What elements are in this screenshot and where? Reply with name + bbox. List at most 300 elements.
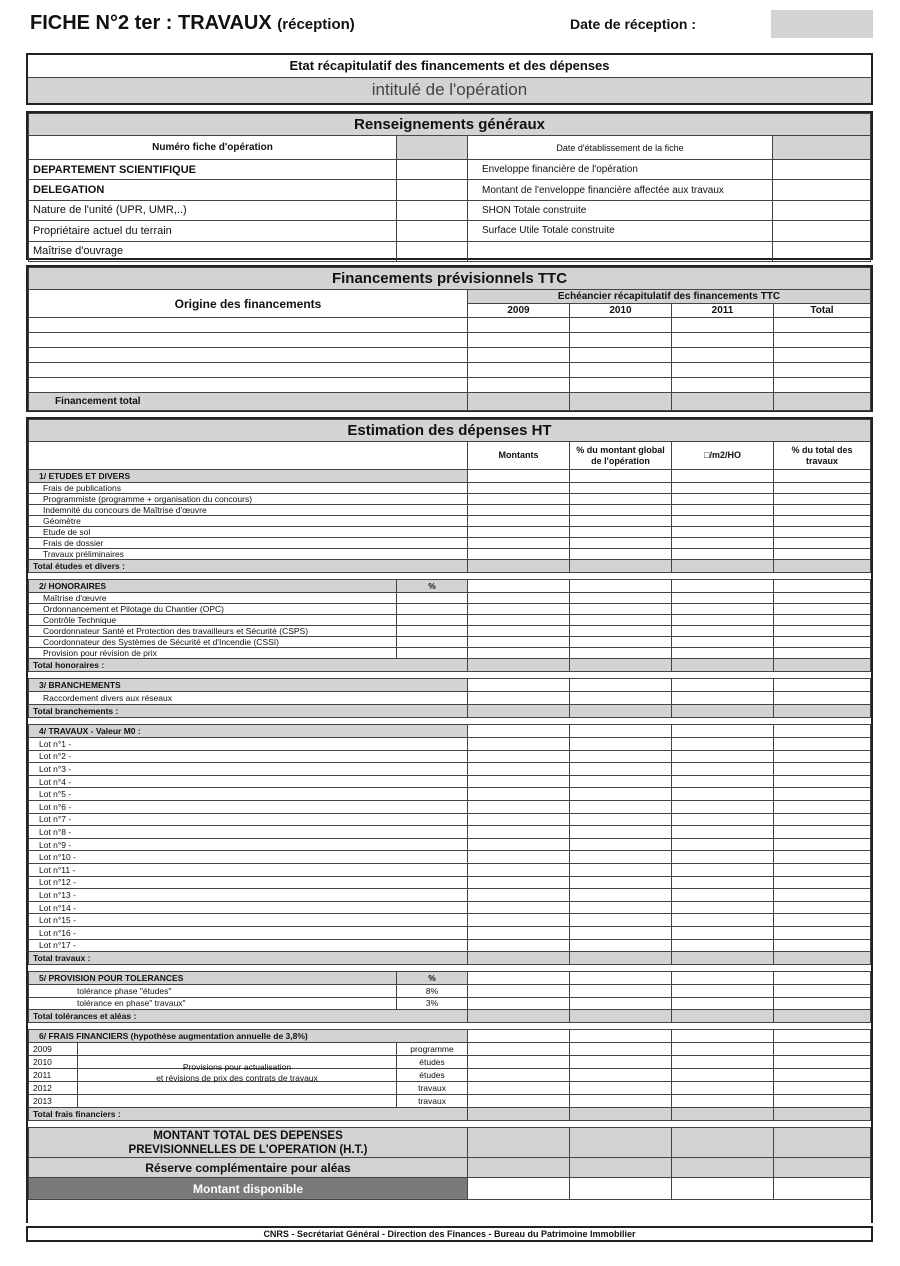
expense-amount-cell[interactable] (570, 705, 672, 718)
expense-amount-cell[interactable] (672, 659, 774, 672)
expense-amount-cell[interactable] (672, 863, 774, 876)
expense-amount-cell[interactable] (468, 838, 570, 851)
expense-amount-cell[interactable] (672, 788, 774, 801)
expense-amount-cell[interactable] (570, 516, 672, 527)
expense-amount-cell[interactable] (570, 1158, 672, 1178)
expense-amount-cell[interactable] (468, 659, 570, 672)
expense-amount-cell[interactable] (672, 692, 774, 705)
financing-cell[interactable] (672, 348, 774, 363)
expense-amount-cell[interactable] (570, 972, 672, 985)
financing-cell[interactable] (672, 318, 774, 333)
grand-total-label (29, 1128, 468, 1158)
expense-amount-cell[interactable] (570, 1095, 672, 1108)
expense-section-table (28, 678, 871, 718)
expense-amount-cell[interactable] (774, 876, 871, 889)
general-value-field[interactable] (773, 221, 871, 241)
expense-amount-cell[interactable] (570, 851, 672, 864)
expense-amount-cell[interactable] (672, 483, 774, 494)
expense-amount-cell[interactable] (570, 863, 672, 876)
expense-amount-cell[interactable] (774, 604, 871, 615)
expense-amount-cell[interactable] (468, 648, 570, 659)
expense-amount-cell[interactable] (570, 985, 672, 998)
expense-pct-field[interactable] (397, 604, 468, 615)
expense-amount-cell[interactable] (774, 813, 871, 826)
financing-cell[interactable] (468, 318, 570, 333)
expense-amount-cell[interactable] (672, 505, 774, 516)
expense-amount-cell[interactable] (570, 1082, 672, 1095)
expense-amount-cell[interactable] (774, 985, 871, 998)
general-info-row (29, 200, 871, 220)
expense-amount-cell[interactable] (672, 626, 774, 637)
expense-amount-cell[interactable] (672, 826, 774, 839)
expense-amount-cell[interactable] (468, 851, 570, 864)
expense-amount-cell[interactable] (774, 615, 871, 626)
expense-amount-cell[interactable] (570, 926, 672, 939)
expense-amount-cell[interactable] (672, 604, 774, 615)
expense-amount-cell[interactable] (672, 494, 774, 505)
expense-amount-cell[interactable] (570, 889, 672, 902)
expense-amount-cell[interactable] (672, 838, 774, 851)
expense-amount-cell[interactable] (468, 1158, 570, 1178)
expense-amount-cell[interactable] (468, 580, 570, 593)
expense-item-row (29, 516, 871, 527)
expense-amount-cell[interactable] (570, 939, 672, 952)
expense-item-label: Frais de dossier (29, 538, 468, 549)
expense-amount-cell[interactable] (774, 763, 871, 776)
general-value-field[interactable] (773, 136, 871, 160)
expense-amount-cell[interactable] (774, 851, 871, 864)
financing-cell[interactable] (570, 348, 672, 363)
financing-cell[interactable] (774, 378, 871, 393)
expense-amount-cell[interactable] (570, 750, 672, 763)
expense-amount-cell[interactable] (468, 1069, 570, 1082)
expense-amount-cell[interactable] (672, 648, 774, 659)
expense-amount-cell[interactable] (468, 863, 570, 876)
financing-cell[interactable] (570, 378, 672, 393)
expense-amount-cell[interactable] (468, 516, 570, 527)
expense-amount-cell[interactable] (774, 494, 871, 505)
expense-amount-cell[interactable] (672, 985, 774, 998)
expense-item-row (29, 637, 871, 648)
expense-pct-field[interactable] (397, 626, 468, 637)
financing-cell[interactable] (29, 318, 468, 333)
expense-amount-cell[interactable] (468, 1082, 570, 1095)
expense-amount-cell[interactable] (672, 939, 774, 952)
expense-item-label: Lot n°10 - (29, 851, 468, 864)
expense-item-row (29, 604, 871, 615)
section-title-row (29, 725, 871, 738)
expense-amount-cell[interactable] (570, 648, 672, 659)
expense-amount-cell[interactable] (774, 483, 871, 494)
expense-amount-cell[interactable] (570, 1010, 672, 1023)
expense-amount-cell[interactable] (468, 926, 570, 939)
expense-amount-cell[interactable] (570, 679, 672, 692)
expense-amount-cell[interactable] (570, 494, 672, 505)
financing-cell[interactable] (672, 333, 774, 348)
expense-amount-cell[interactable] (774, 750, 871, 763)
expense-amount-cell[interactable] (774, 1128, 871, 1158)
section-title: 1/ ETUDES ET DIVERS (29, 470, 468, 483)
expense-amount-cell[interactable] (672, 725, 774, 738)
expense-amount-cell[interactable] (774, 1082, 871, 1095)
general-label (468, 241, 773, 261)
expense-amount-cell[interactable] (468, 626, 570, 637)
expense-amount-cell[interactable] (570, 876, 672, 889)
expense-amount-cell[interactable] (570, 914, 672, 927)
expense-amount-cell[interactable] (774, 1043, 871, 1056)
expense-item-label: Lot n°8 - (29, 826, 468, 839)
general-value-field[interactable] (773, 241, 871, 261)
financing-year-header: 2009 (468, 304, 570, 318)
general-info-row (29, 136, 871, 160)
financing-row (29, 378, 871, 393)
expense-item-row (29, 826, 871, 839)
financing-cell[interactable] (468, 378, 570, 393)
expense-amount-cell[interactable] (774, 725, 871, 738)
expense-amount-cell[interactable] (672, 738, 774, 751)
financing-cell[interactable] (570, 333, 672, 348)
expense-amount-cell[interactable] (468, 813, 570, 826)
financing-cell[interactable] (468, 363, 570, 378)
expense-pct-value: 8% (397, 985, 468, 998)
expense-amount-cell[interactable] (774, 972, 871, 985)
expense-amount-cell[interactable] (774, 926, 871, 939)
expense-amount-cell[interactable] (774, 1069, 871, 1082)
financing-total-cell[interactable] (468, 393, 570, 411)
general-value-field[interactable] (397, 241, 468, 261)
general-value-field[interactable] (773, 200, 871, 220)
expense-amount-cell[interactable] (774, 505, 871, 516)
financial-cost-year: 2009 (29, 1043, 78, 1055)
expense-amount-cell[interactable] (672, 1010, 774, 1023)
expense-amount-cell[interactable] (774, 889, 871, 902)
expense-amount-cell[interactable] (570, 483, 672, 494)
expenses-block (26, 417, 873, 1223)
expense-amount-cell[interactable] (570, 775, 672, 788)
expense-amount-cell[interactable] (672, 679, 774, 692)
expense-amount-cell[interactable] (672, 1178, 774, 1200)
expense-amount-cell[interactable] (570, 1056, 672, 1069)
expense-amount-cell[interactable] (672, 580, 774, 593)
financing-cell[interactable] (468, 333, 570, 348)
expense-amount-cell[interactable] (774, 549, 871, 560)
expense-amount-cell[interactable] (468, 997, 570, 1010)
expense-amount-cell[interactable] (774, 826, 871, 839)
expense-amount-cell[interactable] (468, 738, 570, 751)
financing-cell[interactable] (29, 363, 468, 378)
expense-amount-cell[interactable] (774, 516, 871, 527)
general-label: Propriétaire actuel du terrain (29, 221, 397, 241)
expense-amount-cell[interactable] (468, 1030, 570, 1043)
section-title: 3/ BRANCHEMENTS (29, 679, 468, 692)
financial-cost-phase: études (419, 1070, 445, 1081)
expense-pct-field[interactable] (397, 648, 468, 659)
expense-amount-cell[interactable] (570, 470, 672, 483)
expense-amount-cell[interactable] (672, 637, 774, 648)
expense-amount-cell[interactable] (570, 1043, 672, 1056)
expense-amount-cell[interactable] (468, 604, 570, 615)
expense-item-label: Indemnité du concours de Maîtrise d'œuvre (29, 505, 468, 516)
financing-total-cell[interactable] (570, 393, 672, 411)
expense-amount-cell[interactable] (774, 659, 871, 672)
expense-amount-cell[interactable] (672, 952, 774, 965)
expense-amount-cell[interactable] (468, 1095, 570, 1108)
expense-amount-cell[interactable] (468, 527, 570, 538)
expense-amount-cell[interactable] (468, 889, 570, 902)
expense-amount-cell[interactable] (570, 692, 672, 705)
financing-cell[interactable] (672, 363, 774, 378)
expense-amount-cell[interactable] (468, 876, 570, 889)
expense-amount-cell[interactable] (570, 560, 672, 573)
expense-amount-cell[interactable] (672, 1043, 774, 1056)
expense-amount-cell[interactable] (468, 788, 570, 801)
financing-cell[interactable] (29, 333, 468, 348)
expense-amount-cell[interactable] (468, 483, 570, 494)
financing-cell[interactable] (672, 378, 774, 393)
expense-amount-cell[interactable] (570, 738, 672, 751)
financing-cell[interactable] (774, 318, 871, 333)
expense-amount-cell[interactable] (468, 750, 570, 763)
expense-amount-cell[interactable] (468, 952, 570, 965)
expense-amount-cell[interactable] (774, 637, 871, 648)
expense-amount-cell[interactable] (468, 725, 570, 738)
expense-amount-cell[interactable] (468, 470, 570, 483)
expense-amount-cell[interactable] (774, 1108, 871, 1121)
expense-amount-cell[interactable] (672, 1082, 774, 1095)
expense-amount-cell[interactable] (468, 985, 570, 998)
expense-amount-cell[interactable] (672, 527, 774, 538)
expense-amount-cell[interactable] (774, 648, 871, 659)
expense-amount-cell[interactable] (774, 939, 871, 952)
expense-amount-cell[interactable] (672, 1128, 774, 1158)
expense-amount-cell[interactable] (774, 838, 871, 851)
expense-amount-cell[interactable] (570, 1069, 672, 1082)
expense-amount-cell[interactable] (570, 604, 672, 615)
financing-cell[interactable] (468, 348, 570, 363)
expense-amount-cell[interactable] (774, 580, 871, 593)
general-value-field[interactable] (773, 160, 871, 180)
expense-amount-cell[interactable] (468, 549, 570, 560)
expense-amount-cell[interactable] (570, 505, 672, 516)
expense-amount-cell[interactable] (774, 705, 871, 718)
expense-amount-cell[interactable] (672, 813, 774, 826)
expense-amount-cell[interactable] (774, 679, 871, 692)
expense-amount-cell[interactable] (570, 952, 672, 965)
expense-item-label: Lot n°7 - (29, 813, 468, 826)
expense-amount-cell[interactable] (672, 750, 774, 763)
expense-amount-cell[interactable] (468, 593, 570, 604)
general-value-field[interactable] (397, 180, 468, 200)
expense-amount-cell[interactable] (468, 494, 570, 505)
expense-amount-cell[interactable] (570, 538, 672, 549)
expense-amount-cell[interactable] (774, 470, 871, 483)
financing-cell[interactable] (570, 363, 672, 378)
expense-item-row (29, 615, 871, 626)
expense-amount-cell[interactable] (570, 763, 672, 776)
expense-amount-cell[interactable] (672, 560, 774, 573)
expense-item-row (29, 692, 871, 705)
expense-amount-cell[interactable] (774, 527, 871, 538)
expense-amount-cell[interactable] (468, 1043, 570, 1056)
expense-amount-cell[interactable] (672, 549, 774, 560)
expense-amount-cell[interactable] (570, 615, 672, 626)
expense-amount-cell[interactable] (774, 1158, 871, 1178)
general-value-field[interactable] (397, 221, 468, 241)
expense-amount-cell[interactable] (672, 889, 774, 902)
expense-pct-field[interactable] (397, 637, 468, 648)
financing-cell[interactable] (774, 363, 871, 378)
operation-name-field[interactable]: intitulé de l'opération (28, 77, 871, 103)
expense-amount-cell[interactable] (672, 1056, 774, 1069)
expense-amount-cell[interactable] (672, 516, 774, 527)
financing-title: Financements prévisionnels TTC (29, 268, 871, 290)
financing-total-cell[interactable] (672, 393, 774, 411)
expenses-title-row (29, 420, 871, 442)
expense-amount-cell[interactable] (672, 972, 774, 985)
expense-amount-cell[interactable] (672, 538, 774, 549)
expense-amount-cell[interactable] (672, 1069, 774, 1082)
expense-amount-cell[interactable] (774, 914, 871, 927)
expense-amount-cell[interactable] (672, 593, 774, 604)
expense-amount-cell[interactable] (570, 1178, 672, 1200)
expense-amount-cell[interactable] (774, 560, 871, 573)
reserve-label: Réserve complémentaire pour aléas (29, 1158, 468, 1178)
expense-amount-cell[interactable] (570, 826, 672, 839)
expense-amount-cell[interactable] (468, 1056, 570, 1069)
expense-amount-cell[interactable] (570, 813, 672, 826)
expense-amount-cell[interactable] (468, 939, 570, 952)
expense-amount-cell[interactable] (672, 876, 774, 889)
expense-amount-cell[interactable] (468, 775, 570, 788)
expense-amount-cell[interactable] (468, 637, 570, 648)
financing-cell[interactable] (774, 333, 871, 348)
expense-amount-cell[interactable] (570, 1128, 672, 1158)
expense-amount-cell[interactable] (774, 1178, 871, 1200)
expense-amount-cell[interactable] (570, 901, 672, 914)
section-total-label: Total tolérances et aléas : (29, 1010, 468, 1023)
expense-amount-cell[interactable] (774, 775, 871, 788)
financing-total-cell[interactable] (774, 393, 871, 411)
expense-amount-cell[interactable] (672, 901, 774, 914)
expense-amount-cell[interactable] (774, 901, 871, 914)
expense-amount-cell[interactable] (570, 788, 672, 801)
expense-amount-cell[interactable] (672, 775, 774, 788)
general-value-field[interactable] (397, 160, 468, 180)
expense-amount-cell[interactable] (774, 626, 871, 637)
expense-amount-cell[interactable] (468, 1108, 570, 1121)
expense-amount-cell[interactable] (672, 705, 774, 718)
general-value-field[interactable] (773, 180, 871, 200)
expense-amount-cell[interactable] (672, 470, 774, 483)
expense-amount-cell[interactable] (468, 1128, 570, 1158)
expenses-header-row (29, 442, 871, 470)
expense-amount-cell[interactable] (468, 705, 570, 718)
expenses-column-header: □/m2/HO (672, 442, 774, 470)
expense-amount-cell[interactable] (672, 763, 774, 776)
expense-amount-cell[interactable] (570, 626, 672, 637)
expense-amount-cell[interactable] (468, 505, 570, 516)
expense-amount-cell[interactable] (468, 1178, 570, 1200)
expense-amount-cell[interactable] (468, 679, 570, 692)
expense-amount-cell[interactable] (570, 659, 672, 672)
expense-amount-cell[interactable] (774, 788, 871, 801)
expense-amount-cell[interactable] (570, 997, 672, 1010)
expense-amount-cell[interactable] (570, 637, 672, 648)
expense-amount-cell[interactable] (774, 1010, 871, 1023)
expense-amount-cell[interactable] (774, 997, 871, 1010)
expense-amount-cell[interactable] (672, 851, 774, 864)
expense-amount-cell[interactable] (468, 826, 570, 839)
expense-pct-field[interactable] (397, 615, 468, 626)
expense-amount-cell[interactable] (570, 1108, 672, 1121)
page-title (30, 12, 355, 35)
financial-cost-description: Provisions pour actualisation (78, 1061, 397, 1081)
general-label: Nature de l'unité (UPR, UMR,..) (29, 200, 397, 220)
expense-amount-cell[interactable] (774, 800, 871, 813)
expense-amount-cell[interactable] (672, 800, 774, 813)
expense-amount-cell[interactable] (468, 901, 570, 914)
expense-amount-cell[interactable] (672, 914, 774, 927)
general-value-field[interactable] (397, 200, 468, 220)
expense-amount-cell[interactable] (468, 538, 570, 549)
expense-amount-cell[interactable] (774, 952, 871, 965)
expense-amount-cell[interactable] (672, 1158, 774, 1178)
expense-amount-cell[interactable] (774, 1056, 871, 1069)
financing-cell[interactable] (29, 348, 468, 363)
expense-amount-cell[interactable] (570, 1030, 672, 1043)
expense-item-label: Géomètre (29, 516, 468, 527)
expense-item-label: Lot n°11 - (29, 863, 468, 876)
expense-amount-cell[interactable] (570, 725, 672, 738)
expense-amount-cell[interactable] (672, 1095, 774, 1108)
reception-date-field[interactable] (771, 10, 873, 38)
financial-cost-phase: études (419, 1057, 445, 1068)
expense-amount-cell[interactable] (468, 692, 570, 705)
expense-amount-cell[interactable] (774, 1095, 871, 1108)
expense-amount-cell[interactable] (468, 914, 570, 927)
expense-amount-cell[interactable] (570, 838, 672, 851)
expense-amount-cell[interactable] (468, 1010, 570, 1023)
expense-amount-cell[interactable] (468, 763, 570, 776)
expense-amount-cell[interactable] (570, 800, 672, 813)
expense-amount-cell[interactable] (468, 800, 570, 813)
expense-amount-cell[interactable] (468, 972, 570, 985)
expense-amount-cell[interactable] (672, 615, 774, 626)
expense-amount-cell[interactable] (774, 692, 871, 705)
expense-amount-cell[interactable] (774, 1030, 871, 1043)
expense-amount-cell[interactable] (570, 549, 672, 560)
financing-cell[interactable] (570, 318, 672, 333)
expense-amount-cell[interactable] (570, 593, 672, 604)
expense-amount-cell[interactable] (672, 926, 774, 939)
financing-cell[interactable] (774, 348, 871, 363)
expense-amount-cell[interactable] (774, 738, 871, 751)
expense-amount-cell[interactable] (672, 1030, 774, 1043)
expense-amount-cell[interactable] (672, 997, 774, 1010)
expense-amount-cell[interactable] (774, 538, 871, 549)
expense-pct-field[interactable] (397, 593, 468, 604)
expense-amount-cell[interactable] (468, 615, 570, 626)
expense-amount-cell[interactable] (468, 560, 570, 573)
financing-cell[interactable] (29, 378, 468, 393)
expense-amount-cell[interactable] (672, 1108, 774, 1121)
expense-amount-cell[interactable] (774, 863, 871, 876)
expense-amount-cell[interactable] (774, 593, 871, 604)
expense-amount-cell[interactable] (570, 580, 672, 593)
expense-amount-cell[interactable] (570, 527, 672, 538)
general-value-field[interactable] (397, 136, 468, 160)
section-total-row (29, 560, 871, 573)
